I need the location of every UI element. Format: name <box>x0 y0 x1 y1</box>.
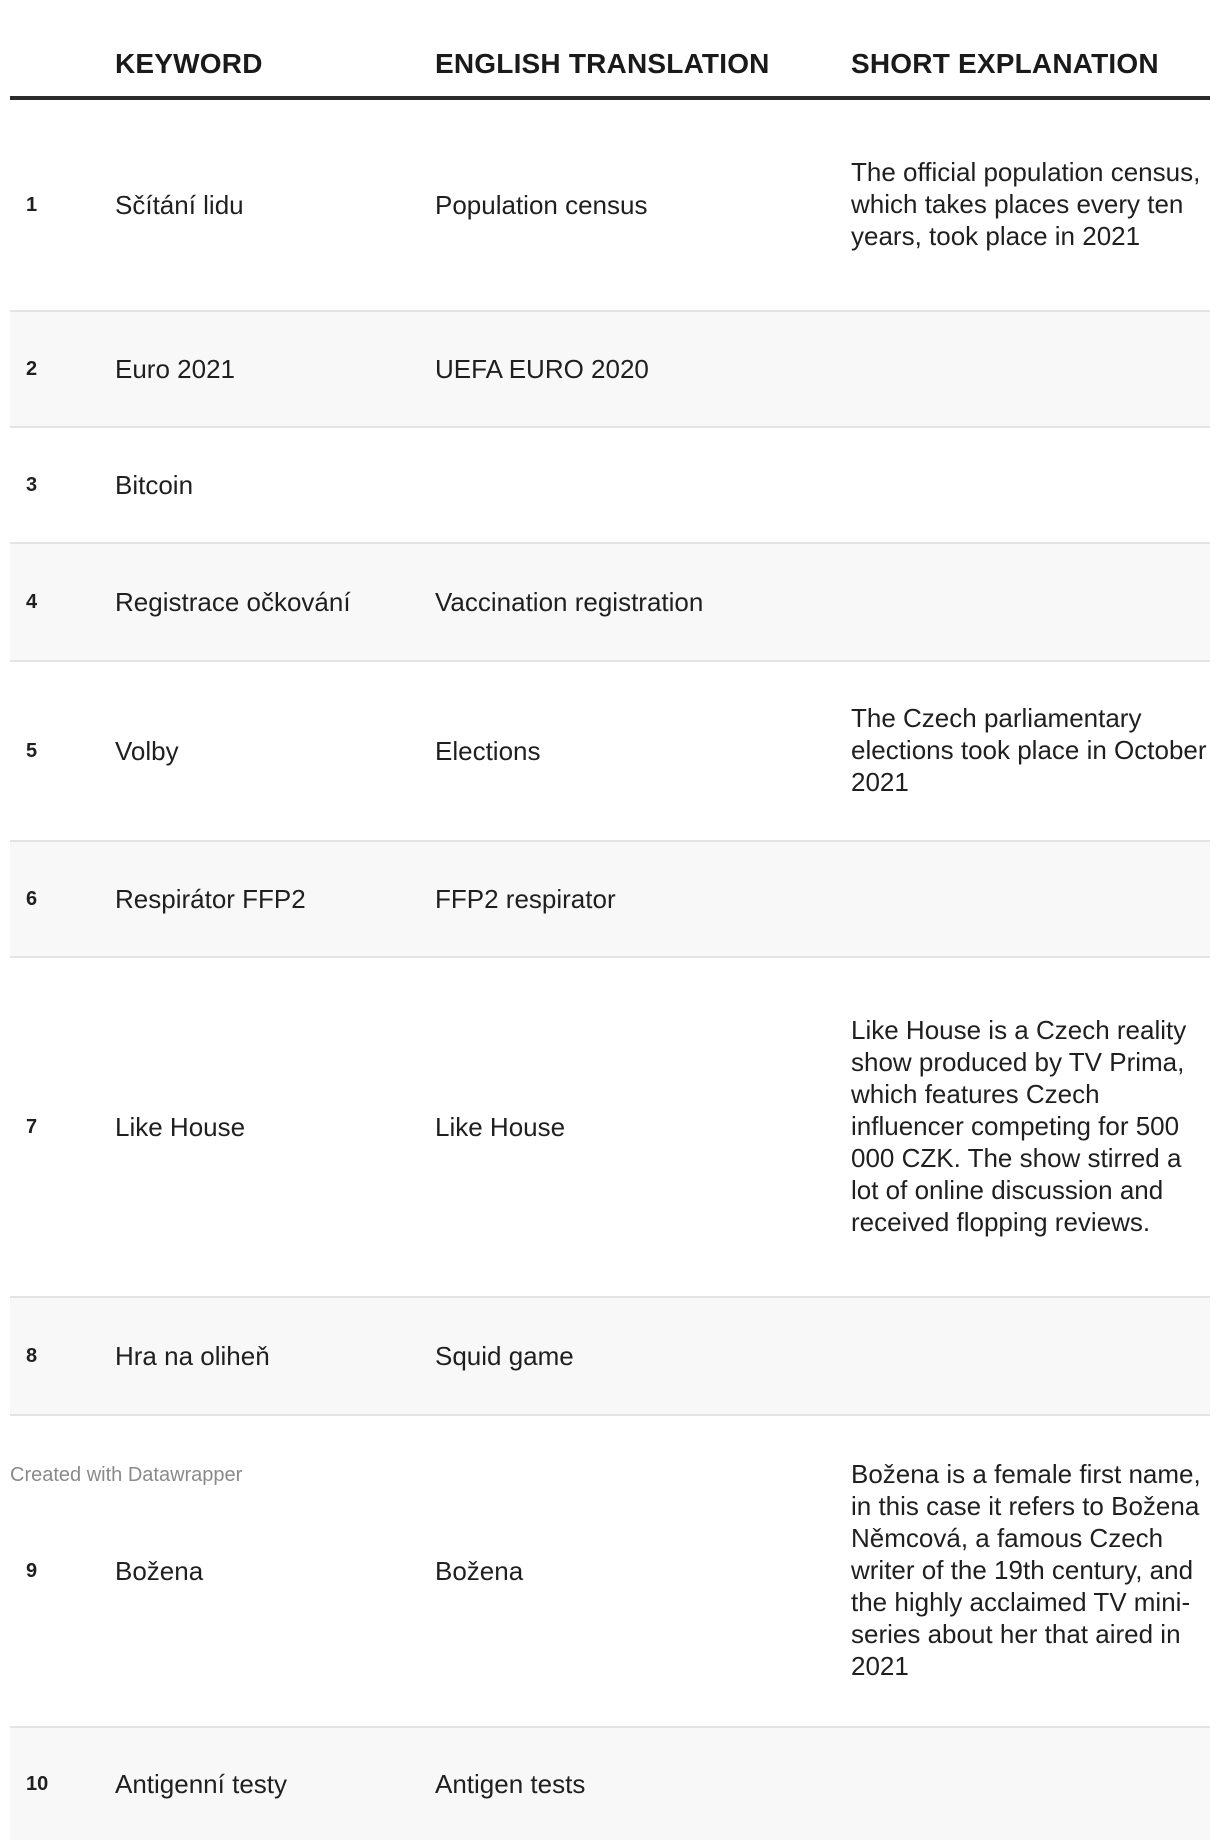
row-english: Antigen tests <box>435 1727 851 1840</box>
row-english <box>435 427 851 543</box>
header-row <box>10 0 1210 98</box>
row-english: FFP2 respirator <box>435 841 851 957</box>
row-english: Squid game <box>435 1297 851 1415</box>
row-english: Vaccination registration <box>435 543 851 661</box>
row-rank: 9 <box>10 1415 115 1727</box>
header-rank <box>10 0 115 98</box>
row-keyword: Registrace očkování <box>115 543 435 661</box>
table-row <box>10 1415 1210 1727</box>
row-english: Elections <box>435 661 851 841</box>
row-keyword: Božena <box>115 1415 435 1727</box>
row-keyword: Volby <box>115 661 435 841</box>
row-rank: 4 <box>10 543 115 661</box>
keyword-table-container <box>10 0 1210 1840</box>
row-rank: 3 <box>10 427 115 543</box>
table-row <box>10 1297 1210 1415</box>
table-row <box>10 1727 1210 1840</box>
header-english-translation: ENGLISH TRANSLATION <box>435 0 851 98</box>
row-english: Like House <box>435 957 851 1297</box>
row-rank: 2 <box>10 311 115 427</box>
header-short-explanation: SHORT EXPLANATION <box>851 0 1210 98</box>
table-header <box>10 0 1210 98</box>
keyword-table <box>10 0 1210 1840</box>
row-keyword: Respirátor FFP2 <box>115 841 435 957</box>
datawrapper-credit: Created with Datawrapper <box>10 1464 243 1486</box>
row-rank: 5 <box>10 661 115 841</box>
row-english: Population census <box>435 98 851 311</box>
row-keyword: Sčítání lidu <box>115 98 435 311</box>
table-row <box>10 957 1210 1297</box>
table-row <box>10 841 1210 957</box>
row-keyword: Euro 2021 <box>115 311 435 427</box>
row-rank: 8 <box>10 1297 115 1415</box>
row-explanation <box>851 1727 1210 1840</box>
row-rank: 1 <box>10 98 115 311</box>
table-body <box>10 98 1210 1840</box>
table-row <box>10 98 1210 311</box>
row-keyword: Like House <box>115 957 435 1297</box>
row-rank: 10 <box>10 1727 115 1840</box>
table-row <box>10 661 1210 841</box>
table-row <box>10 311 1210 427</box>
row-english: Božena <box>435 1415 851 1727</box>
row-keyword: Antigenní testy <box>115 1727 435 1840</box>
header-keyword: KEYWORD <box>115 0 435 98</box>
row-keyword: Hra na oliheň <box>115 1297 435 1415</box>
table-row <box>10 543 1210 661</box>
row-explanation: The Czech parliamentary elections took place in October 2021 <box>851 661 1210 841</box>
table-row <box>10 427 1210 543</box>
row-explanation: Like House is a Czech reality show produced by TV Prima, which features Czech influencer competing for 500 000 CZK. The show stirred a lot of online discussion and received flopping reviews. <box>851 957 1210 1297</box>
row-explanation <box>851 311 1210 427</box>
row-explanation: Božena is a female first name, in this case it refers to Božena Němcová, a famous Czech writer of the 19th century, and the highly acclaimed TV mini-series about her that aired in 2021 <box>851 1415 1210 1727</box>
row-english: UEFA EURO 2020 <box>435 311 851 427</box>
row-explanation <box>851 427 1210 543</box>
row-explanation <box>851 841 1210 957</box>
row-explanation <box>851 543 1210 661</box>
row-keyword: Bitcoin <box>115 427 435 543</box>
row-explanation: The official population census, which takes places every ten years, took place in 2021 <box>851 98 1210 311</box>
row-rank: 6 <box>10 841 115 957</box>
row-rank: 7 <box>10 957 115 1297</box>
row-explanation <box>851 1297 1210 1415</box>
